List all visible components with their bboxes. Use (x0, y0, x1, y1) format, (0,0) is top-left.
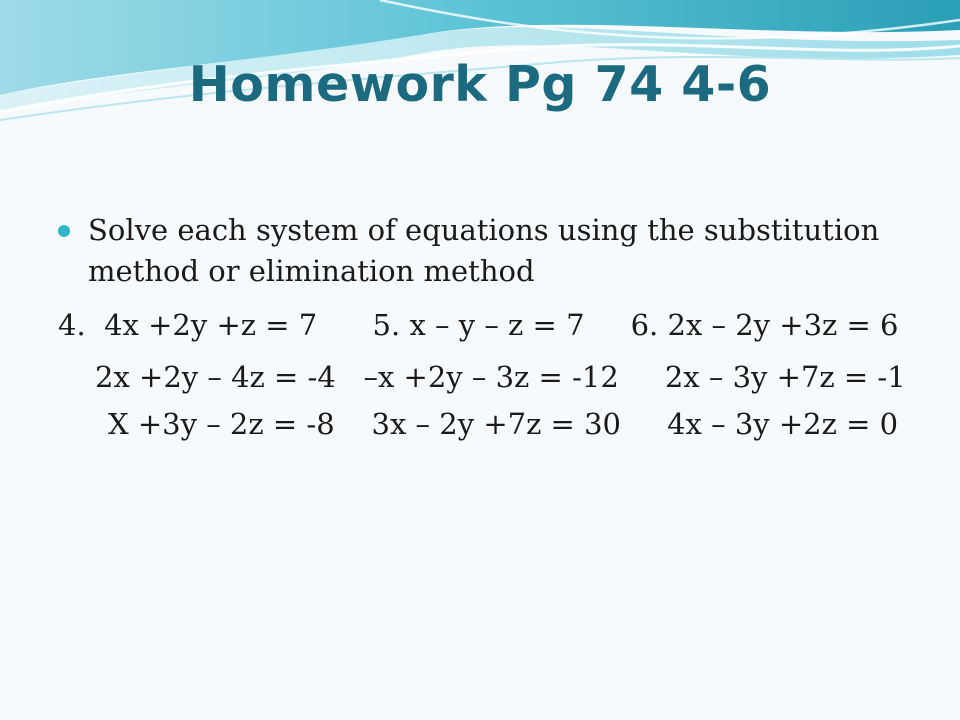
equation-line-2: 2x +2y – 4z = -4 –x +2y – 3z = -12 2x – 3y +7z = -1 (95, 360, 906, 394)
slide-title: Homework Pg 74 4-6 (188, 56, 772, 113)
bullet-item (58, 210, 918, 292)
equation-line-1: 4. 4x +2y +z = 7 5. x – y – z = 7 6. 2x – 2y +3z = 6 (58, 308, 899, 342)
bullet-text: Solve each system of equations using the substitution method or elimination method (88, 213, 880, 288)
equation-line-3: X +3y – 2z = -8 3x – 2y +7z = 30 4x – 3y +2z = 0 (108, 407, 899, 441)
bullet-dot-icon (58, 225, 70, 237)
